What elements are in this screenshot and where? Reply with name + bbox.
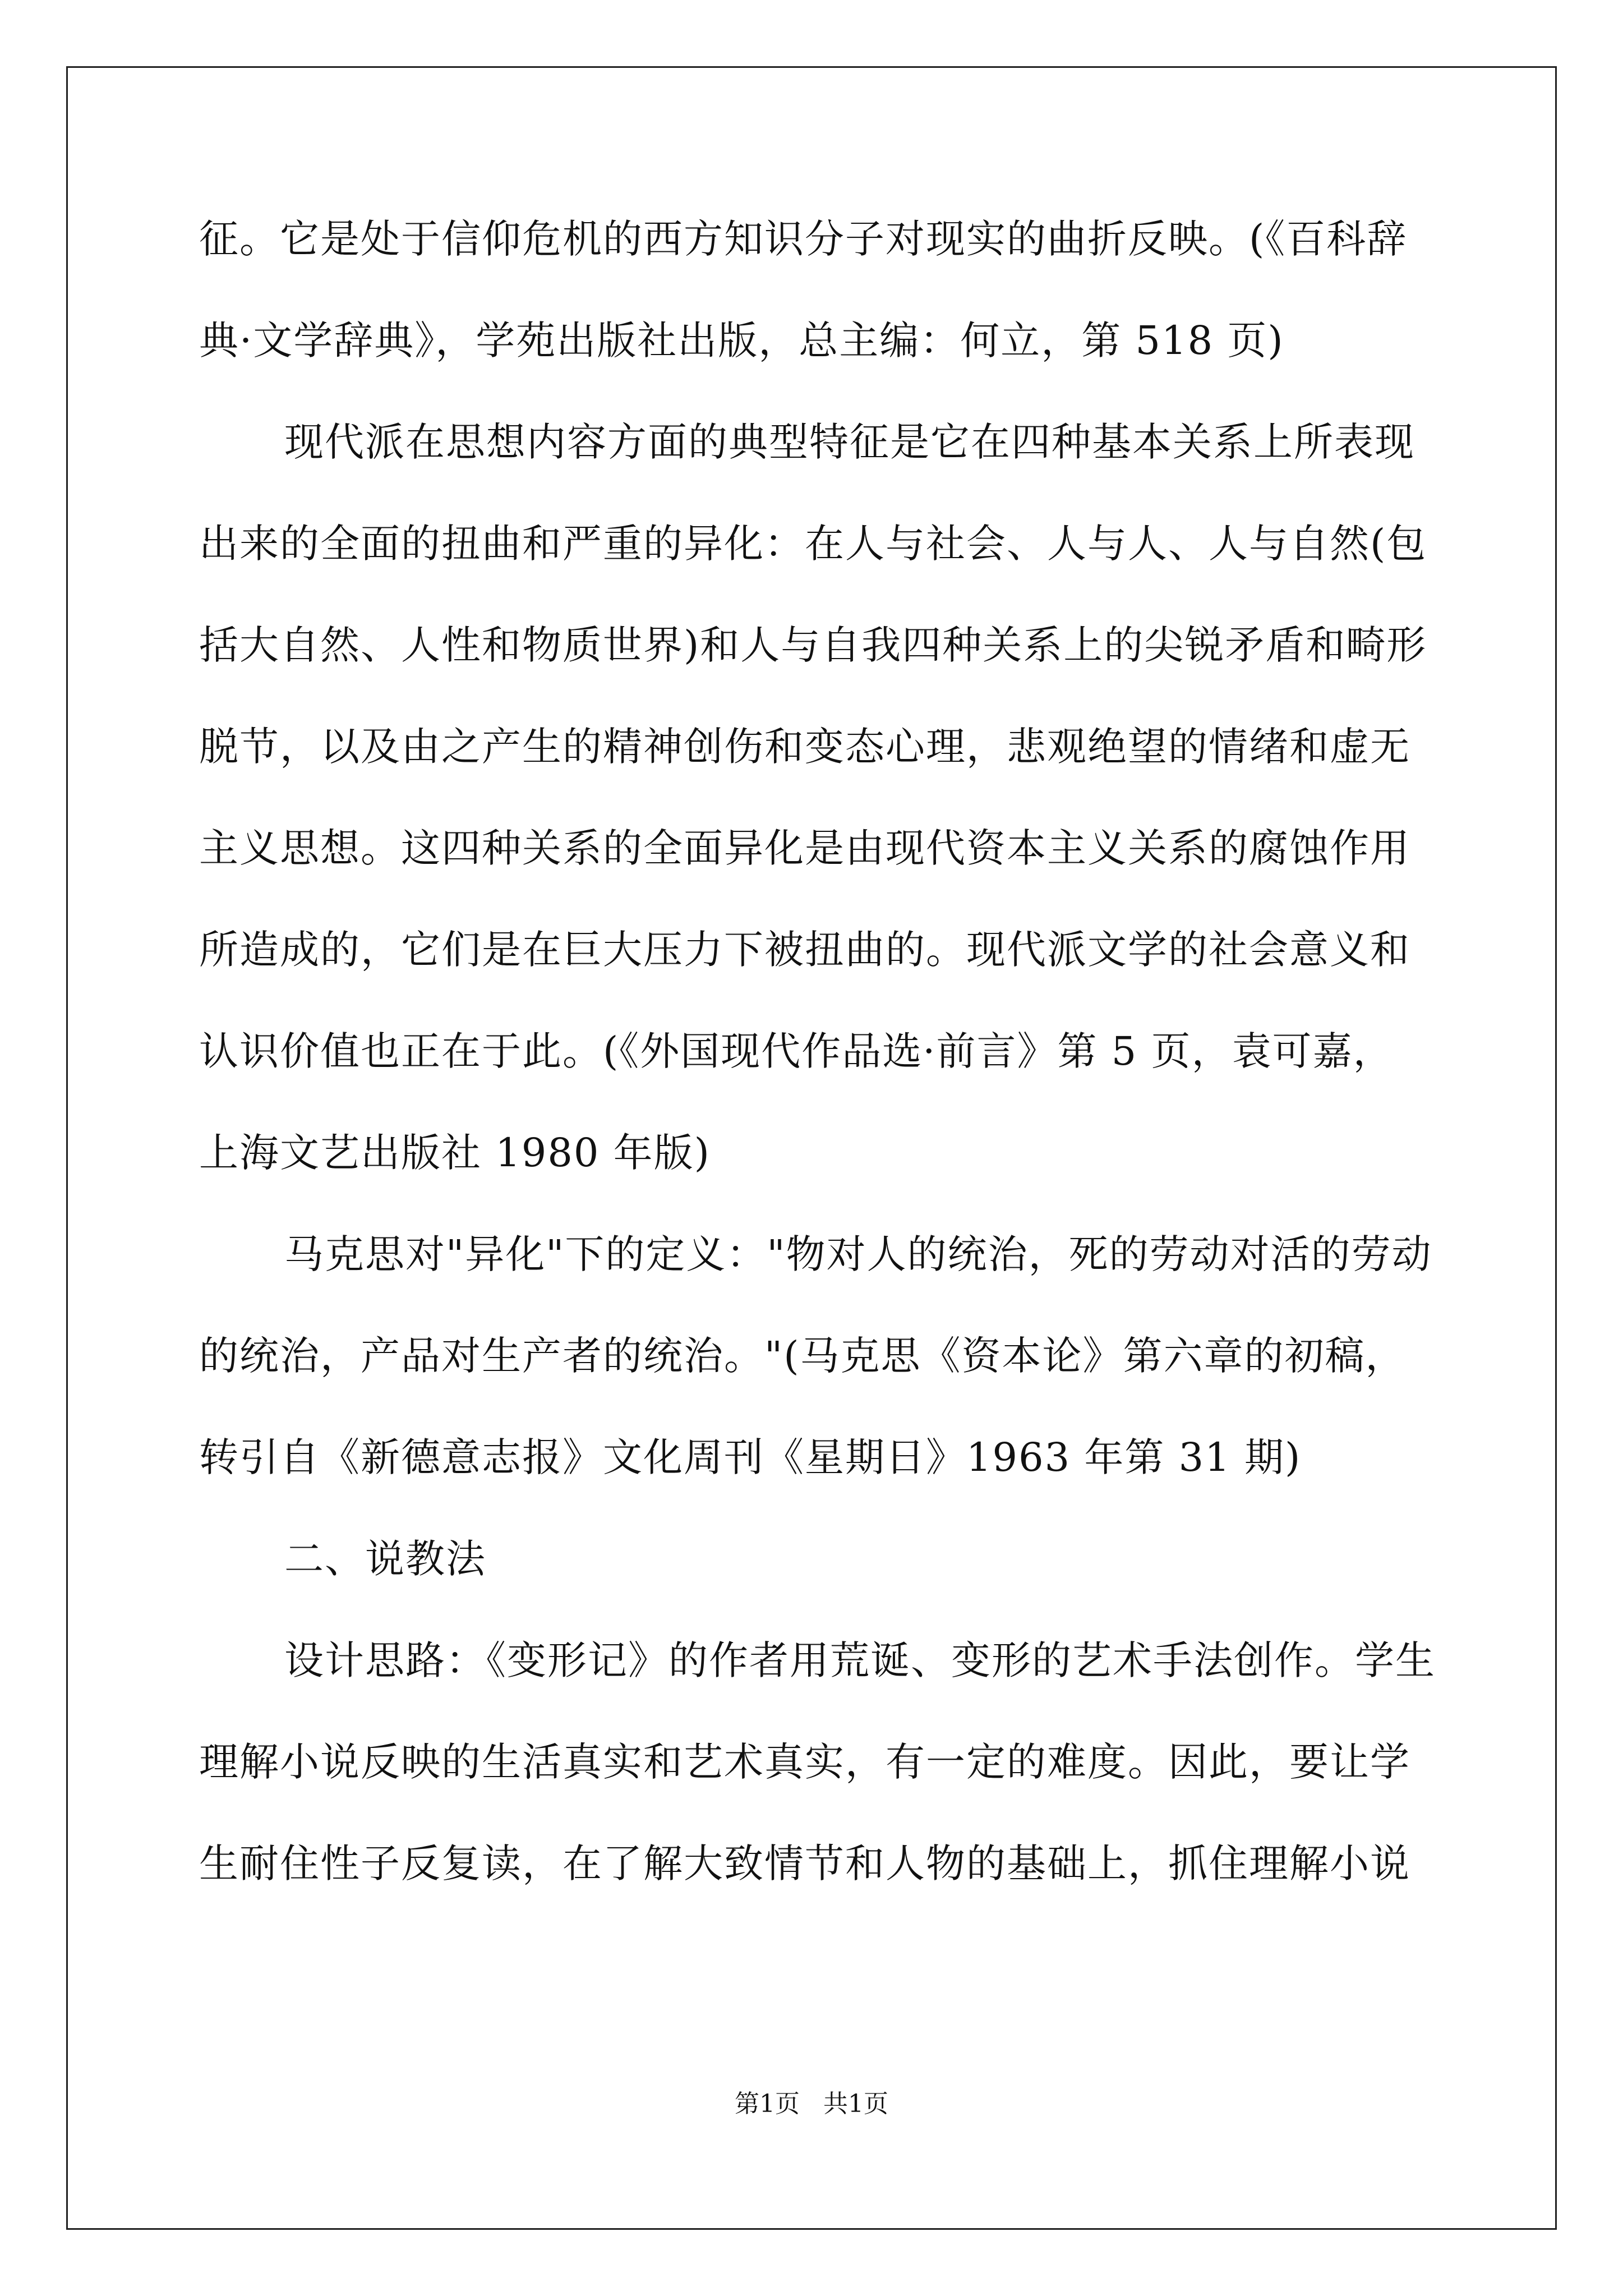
text-line: 征。它是处于信仰危机的西方知识分子对现实的曲折反映。(《百科辞 (199, 216, 1408, 262)
text-line: 的统治，产品对生产者的统治。"(马克思《资本论》第六章的初稿， (199, 1333, 1406, 1379)
document-body (199, 216, 1436, 1943)
section-heading: 二、说教法 (284, 1536, 486, 1582)
text-line: 所造成的，它们是在巨大压力下被扭曲的。现代派文学的社会意义和 (199, 927, 1410, 973)
text-line: 转引自《新德意志报》文化周刊《星期日》1963 年第 31 期) (199, 1434, 1302, 1480)
text-line: 主义思想。这四种关系的全面异化是由现代资本主义关系的腐蚀作用 (199, 825, 1410, 871)
text-line: 生耐住性子反复读，在了解大致情节和人物的基础上，抓住理解小说 (199, 1841, 1410, 1887)
page-footer: 第1页 共1页 (735, 2090, 888, 2118)
text-line: 认识价值也正在于此。(《外国现代作品选·前言》第 5 页，袁可嘉， (199, 1028, 1394, 1074)
text-line: 括大自然、人性和物质世界)和人与自我四种关系上的尖锐矛盾和畸形 (199, 622, 1427, 668)
paragraph-start-line: 马克思对"异化"下的定义："物对人的统治，死的劳动对活的劳动 (284, 1231, 1432, 1277)
text-line: 脱节，以及由之产生的精神创伤和变态心理，悲观绝望的情绪和虚无 (199, 724, 1410, 770)
paragraph-start-line: 设计思路：《变形记》的作者用荒诞、变形的艺术手法创作。学生 (284, 1637, 1436, 1683)
text-line: 上海文艺出版社 1980 年版) (199, 1130, 711, 1176)
text-line: 出来的全面的扭曲和严重的异化：在人与社会、人与人、人与自然(包 (199, 521, 1427, 567)
text-line: 典·文学辞典》，学苑出版社出版，总主编：何立，第 518 页) (199, 318, 1284, 364)
paragraph-start-line: 现代派在思想内容方面的典型特征是它在四种基本关系上所表现 (284, 419, 1415, 465)
text-line: 理解小说反映的生活真实和艺术真实，有一定的难度。因此，要让学 (199, 1739, 1410, 1785)
